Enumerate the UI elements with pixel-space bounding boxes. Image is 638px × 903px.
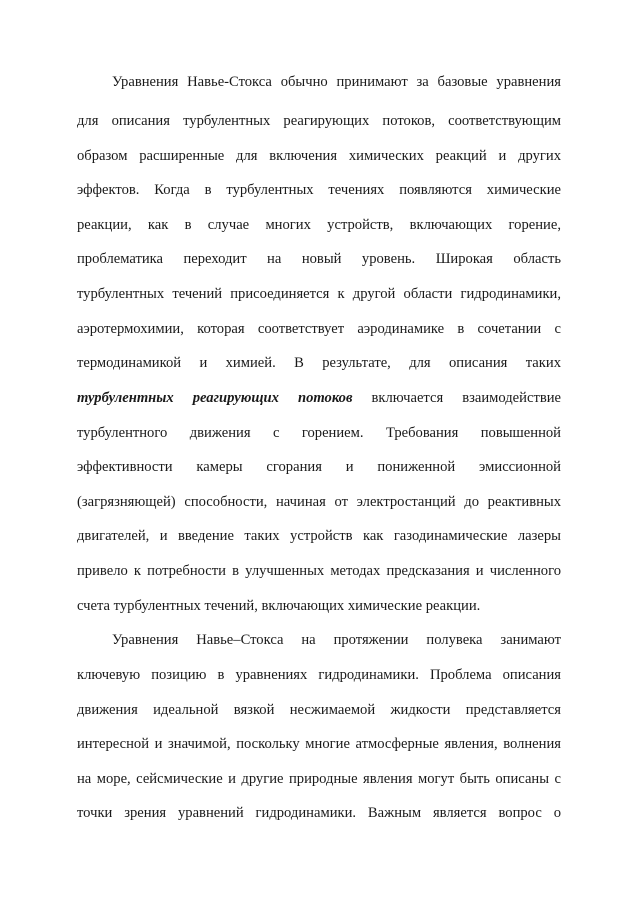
- text-line: Уравнения Навье-Стокса обычно принимают за базовые уравнения: [112, 74, 561, 90]
- text-line: эффектов. Когда в турбулентных течениях появляются химические: [77, 182, 561, 198]
- text-line: Уравнения Навье–Стокса на протяжении полувека занимают: [112, 632, 561, 648]
- text-line: интересной и значимой, поскольку многие атмосферные явления, волнения: [77, 736, 561, 752]
- text-line: движения идеальной вязкой несжимаемой жидкости представляется: [77, 702, 561, 718]
- text-line: двигателей, и введение таких устройств как газодинамические лазеры: [77, 528, 561, 544]
- text-line: для описания турбулентных реагирующих потоков, соответствующим: [77, 113, 561, 129]
- emphasized-term: турбулентных реагирующих потоков: [77, 390, 353, 406]
- text-line: эффективности камеры сгорания и пониженной эмиссионной: [77, 459, 561, 475]
- text-line: ключевую позицию в уравнениях гидродинамики. Проблема описания: [77, 667, 561, 683]
- text-line: аэротермохимии, которая соответствует аэродинамике в сочетании с: [77, 321, 561, 337]
- text-line: (загрязняющей) способности, начиная от электростанций до реактивных: [77, 494, 561, 510]
- text-line: точки зрения уравнений гидродинамики. Важным является вопрос о: [77, 805, 561, 821]
- text-line: образом расширенные для включения химических реакций и других: [77, 148, 561, 164]
- text-line: привело к потребности в улучшенных методах предсказания и численного: [77, 563, 561, 579]
- text-line: термодинамикой и химией. В результате, для описания таких: [77, 355, 561, 371]
- text-line: турбулентного движения с горением. Требования повышенной: [77, 425, 561, 441]
- text-line: счета турбулентных течений, включающих химические реакции.: [77, 598, 481, 614]
- text-line: турбулентных течений присоединяется к другой области гидродинамики,: [77, 286, 561, 302]
- text-line: проблематика переходит на новый уровень. Широкая область: [77, 251, 561, 267]
- text-line: реакции, как в случае многих устройств, включающих горение,: [77, 217, 561, 233]
- text-line: на море, сейсмические и другие природные явления могут быть описаны с: [77, 771, 561, 787]
- text-line: турбулентных реагирующих потоков включается взаимодействие: [77, 390, 561, 406]
